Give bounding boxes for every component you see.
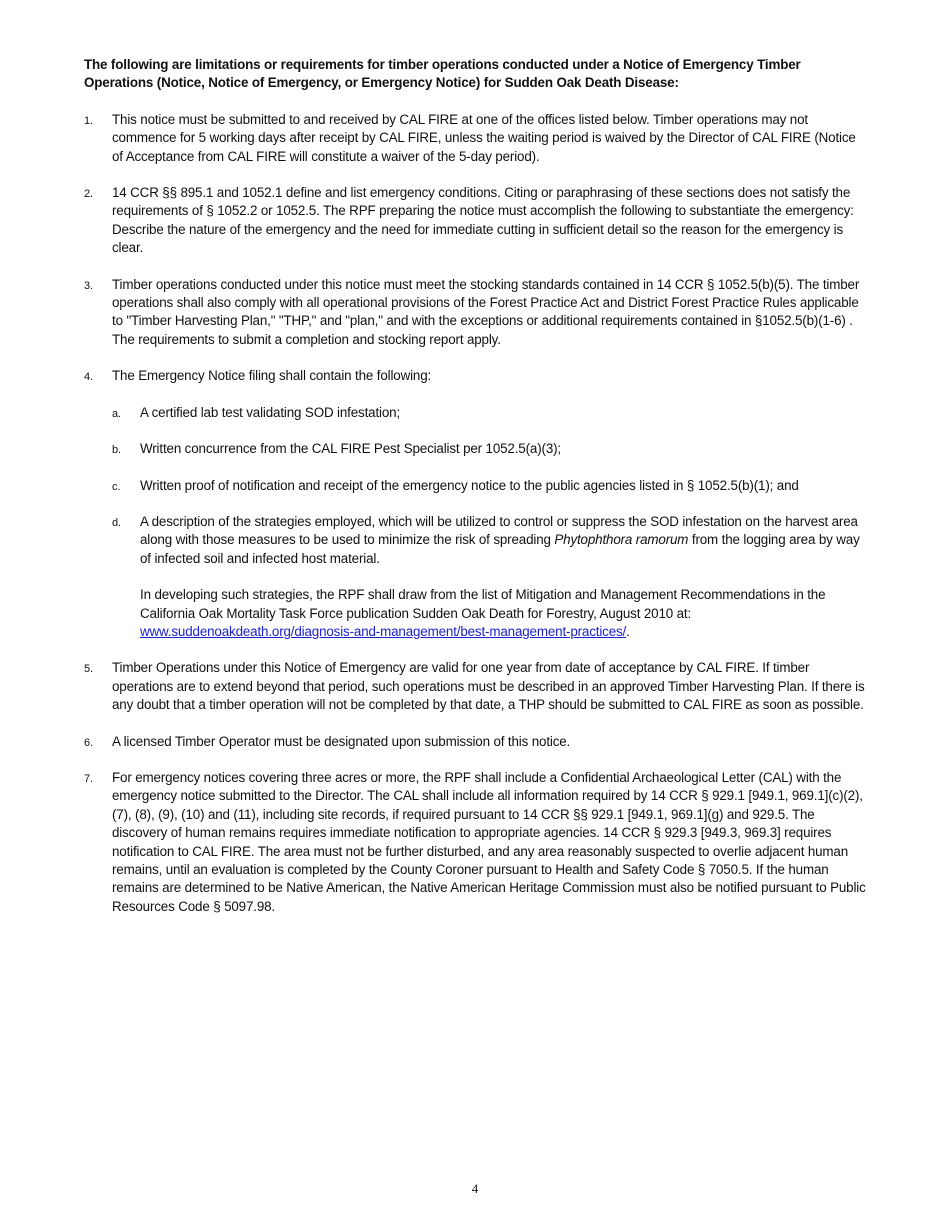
item-text: The Emergency Notice filing shall contain the following:	[112, 368, 432, 384]
best-management-practices-link[interactable]: www.suddenoakdeath.org/diagnosis-and-management/best-management-practices/	[140, 623, 627, 639]
document-heading: The following are limitations or requirements for timber operations conducted under a Notice of Emergency Timber Operations (Notice, Notice of Emergency, or Emergency Notice) for Sudden Oak Death Disease:	[84, 57, 801, 91]
sub-item-letter: a.	[112, 407, 121, 420]
sub-item-text	[140, 514, 860, 566]
sub-item-text-end: from the logging area by way of infected soil and infected host material.	[140, 532, 860, 566]
item-text: This notice must be submitted to and received by CAL FIRE at one of the offices listed below. Timber operations may not commence for 5 working days after receipt by CAL FIRE, unless the waiting period is waived by the Director of CAL FIRE (Notice of Acceptance from CAL FIRE will constitute a waiver of the 5-day period).	[112, 111, 856, 164]
item-number: 2.	[84, 188, 93, 201]
strategy-note	[140, 586, 870, 641]
list-item-7	[84, 769, 870, 916]
item-text: A licensed Timber Operator must be designated upon submission of this notice.	[112, 733, 571, 749]
strategy-note-text: In developing such strategies, the RPF shall draw from the list of Mitigation and Management Recommendations in the California Oak Mortality Task Force publication Sudden Oak Death for Forestry, August 2010 at:	[140, 587, 826, 621]
sub-item-text: Written concurrence from the CAL FIRE Pest Specialist per 1052.5(a)(3);	[140, 441, 562, 457]
list-item-3	[84, 276, 870, 350]
document-page	[84, 56, 870, 916]
list-item-2	[84, 184, 870, 258]
sub-item-letter: b.	[112, 444, 121, 457]
link-suffix: .	[626, 623, 630, 639]
item-number: 3.	[84, 279, 93, 292]
list-item-5	[84, 659, 870, 714]
requirements-list	[84, 111, 870, 916]
item-text: For emergency notices covering three acres or more, the RPF shall include a Confidential Archaeological Letter (CAL) with the emergency notice submitted to the Director. The CAL shall include all information required by 14 CCR § 929.1 [949.1, 969.1](c)(2), (7), (8), (9), (10) and (11), including site records, if required pursuant to 14 CCR §§ 929.1 [949.1, 969.1](g) and 929.5. The discovery of human remains requires immediate notification to appropriate agencies. 14 CCR § 929.3 [949.3, 969.3] requires notification to CAL FIRE. The area must not be further disturbed, and any area reasonably suspected to overlie adjacent human remains, until an evaluation is completed by the County Coroner pursuant to Health and Safety Code § 7050.5. If the human remains are determined to be Native American, the Native American Heritage Commission must also be notified pursuant to Public Resources Code § 5097.98.	[112, 769, 866, 914]
sub-item-b	[112, 440, 870, 458]
sub-list	[112, 404, 870, 642]
list-item-6	[84, 733, 870, 751]
sub-item-c	[112, 477, 870, 495]
item-text: Timber Operations under this Notice of Emergency are valid for one year from date of acceptance by CAL FIRE. If timber operations are to extend beyond that period, such operations must be described in an approved Timber Harvesting Plan. If there is any doubt that a timber operation will not be completed by that date, a THP should be submitted to CAL FIRE as soon as possible.	[112, 660, 865, 713]
item-number: 1.	[84, 114, 93, 127]
species-name: Phytophthora ramorum	[554, 532, 689, 548]
item-number: 5.	[84, 663, 93, 676]
sub-item-a	[112, 404, 870, 422]
item-number: 7.	[84, 772, 93, 785]
sub-item-letter: d.	[112, 516, 121, 529]
list-item-1	[84, 111, 870, 166]
list-item-4	[84, 367, 870, 641]
item-number: 6.	[84, 736, 93, 749]
page-number: 4	[471, 1181, 479, 1196]
sub-item-text: A certified lab test validating SOD infestation;	[140, 404, 401, 420]
sub-item-letter: c.	[112, 480, 121, 493]
sub-item-text-start: A description of the strategies employed, which will be utilized to control or suppress the SOD infestation on the harvest area along with those measures to be used to minimize the risk of spreading	[140, 513, 858, 548]
item-text: 14 CCR §§ 895.1 and 1052.1 define and list emergency conditions. Citing or paraphrasing of these sections does not satisfy the requirements of § 1052.2 or 1052.5. The RPF preparing the notice must accomplish the following to substantiate the emergency: Describe the nature of the emergency and the need for immediate cutting in sufficient detail so the reason for the emergency is clear.	[112, 185, 854, 256]
item-number: 4.	[84, 371, 93, 384]
sub-item-text: Written proof of notification and receipt of the emergency notice to the public agencies listed in § 1052.5(b)(1); and	[140, 477, 799, 493]
item-text: Timber operations conducted under this notice must meet the stocking standards contained in 14 CCR § 1052.5(b)(5). The timber operations shall also comply with all operational provisions of the Forest Practice Act and District Forest Practice Rules applicable to "Timber Harvesting Plan," "THP," and "plan," and with the exceptions or additional requirements contained in §1052.5(b)(1-6) . The requirements to submit a completion and stocking report apply.	[112, 276, 860, 347]
sub-item-d	[112, 513, 870, 641]
